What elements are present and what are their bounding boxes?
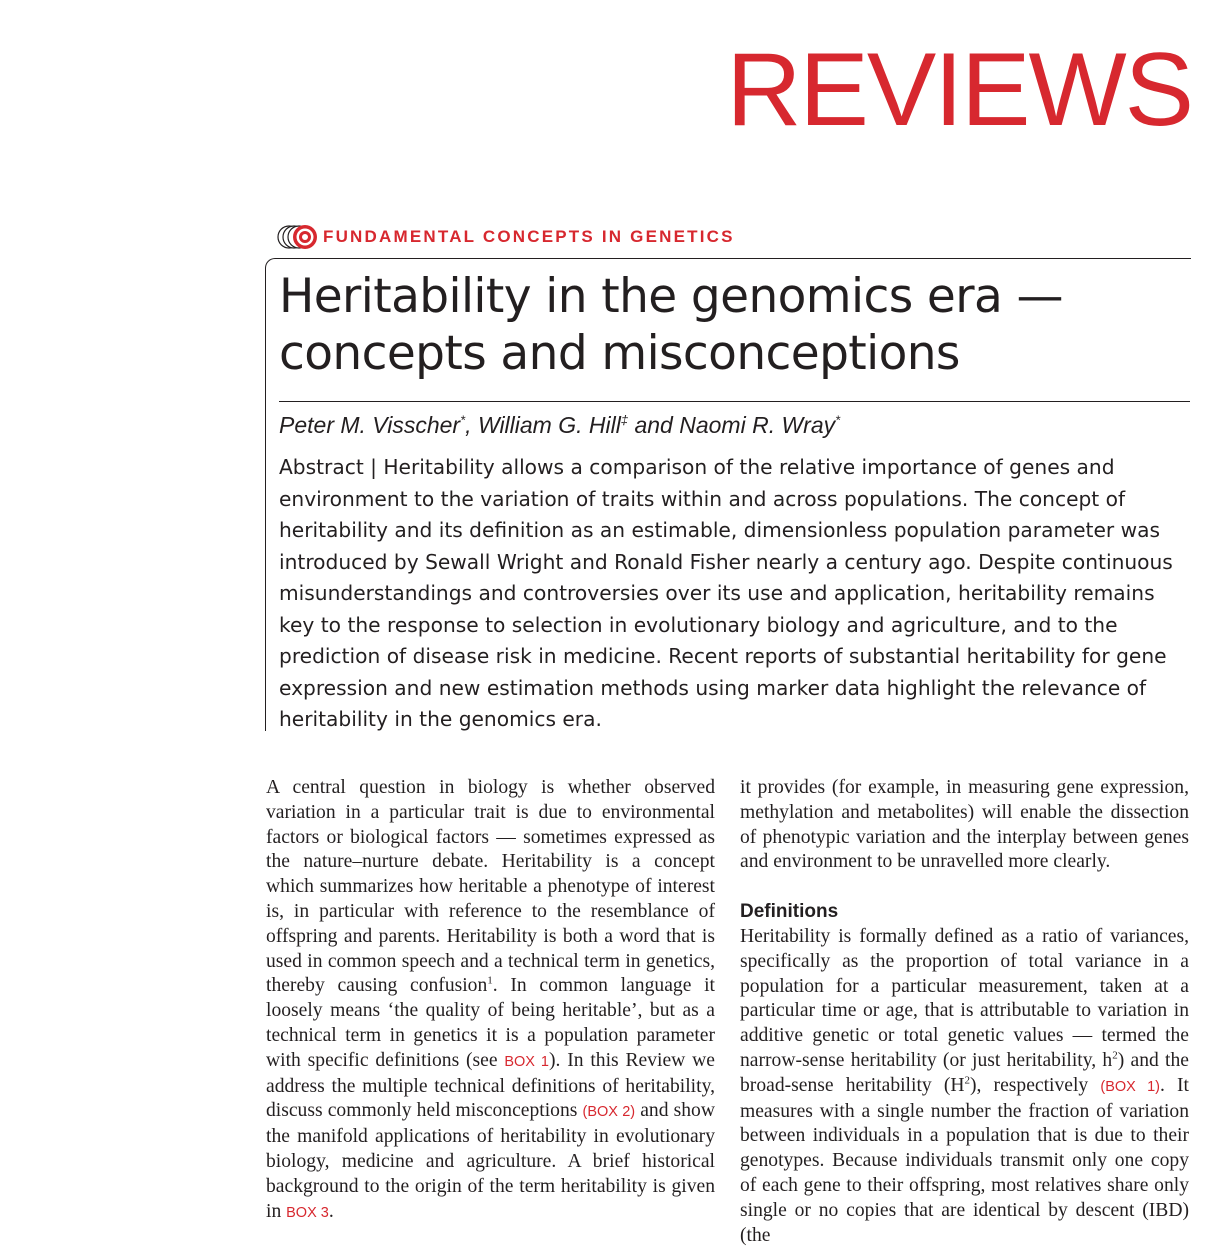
concentric-circles-logo-icon: [277, 223, 319, 251]
box-1-link[interactable]: BOX 1: [504, 1053, 549, 1070]
author-separator: and: [628, 412, 680, 438]
author-list: [279, 410, 1184, 440]
box-1-link[interactable]: (BOX 1): [1100, 1078, 1160, 1095]
box-3-link[interactable]: BOX 3: [286, 1204, 329, 1221]
body-text: and show the manifold applications of heritability in evolutionary biology, medicine and agriculture. A brief historical background to the origin of the term heritability is given in: [266, 1100, 715, 1222]
author-affiliation-mark: *: [835, 412, 841, 428]
superscript: 2: [1112, 1049, 1118, 1062]
body-text: .: [328, 1200, 334, 1222]
citation-ref[interactable]: 1: [487, 974, 493, 987]
continued-paragraph: it provides (for example, in measuring gene expression, methylation and metabolites) will enable the dissection of phenotypic variation and the interplay between genes and environment to be unravelled more clearly.: [740, 777, 1189, 873]
body-text: A central question in biology is whether observed variation in a particular trait is due to environmental factors or biological factors — sometimes expressed as the nature–nurture debate. Heritability is a concept which summarizes how heritable a phenotype of interest is, in particular with reference to the resemblance of offspring and parents. Heritability is both a word that is used in common speech and a technical term in genetics, thereby causing confusion: [266, 777, 715, 997]
series-header: [277, 222, 735, 252]
body-text: Heritability is formally defined as a ratio of variances, specifically as the proportion of total variance in a population for a particular measurement, taken at a particular time or age, that is attributable to variation in additive genetic or total genetic values — termed the narrow-sense heritability (or just heritability, h: [740, 925, 1189, 1071]
body-text: ). In this Review we address the multiple technical definitions of heritability, discuss commonly held misconceptions: [266, 1049, 715, 1122]
author-separator: ,: [465, 412, 478, 438]
abstract: Abstract | Heritability allows a comparison of the relative importance of genes and environment to the variation of traits within and across populations. The concept of heritability and its definition as an estimable, dimensionless population parameter was introduced by Sewall Wright and Ronald Fisher nearly a century ago. Despite continuous misunderstandings and controversies over its use and application, heritability remains key to the response to selection in evolutionary biology and agriculture, and to the prediction of disease risk in medicine. Recent reports of substantial heritability for gene expression and new estimation methods using marker data highlight the relevance of heritability in the genomics era.: [279, 455, 1173, 731]
definitions-paragraph: [740, 925, 1189, 1248]
body-text: ) and the broad-sense heritability (H: [740, 1049, 1189, 1096]
author-affiliation-mark: ‡: [620, 412, 629, 428]
body-column-right: [740, 776, 1189, 1248]
superscript: 2: [964, 1074, 970, 1087]
author-name: William G. Hill: [477, 412, 621, 438]
body-text: . It measures with a single number the fraction of variation between individuals in a population that is due to their genotypes. Because individuals transmit only one copy of each gene to their offspring, most relatives share only single or no copies that are identical by descent (IBD) (the: [740, 1074, 1189, 1246]
body-text: ), respectively: [970, 1074, 1101, 1096]
title-divider: [279, 401, 1190, 402]
body-column-left: [266, 776, 715, 1225]
intro-paragraph: [266, 776, 715, 1225]
series-label: FUNDAMENTAL CONCEPTS IN GENETICS: [323, 227, 735, 246]
journal-masthead: REVIEWS: [726, 32, 1192, 148]
body-text: . In common language it loosely means ‘the quality of being heritable’, but as a technical term in genetics it is a population parameter with specific definitions (see: [266, 975, 715, 1071]
section-heading-definitions: Definitions: [740, 901, 839, 923]
author-affiliation-mark: *: [460, 412, 466, 428]
article-title: Heritability in the genomics era — concepts and misconceptions: [279, 269, 1063, 381]
author-name: Peter M. Visscher: [279, 412, 461, 438]
author-name: Naomi R. Wray: [679, 412, 836, 438]
box-2-link[interactable]: (BOX 2): [582, 1104, 636, 1121]
